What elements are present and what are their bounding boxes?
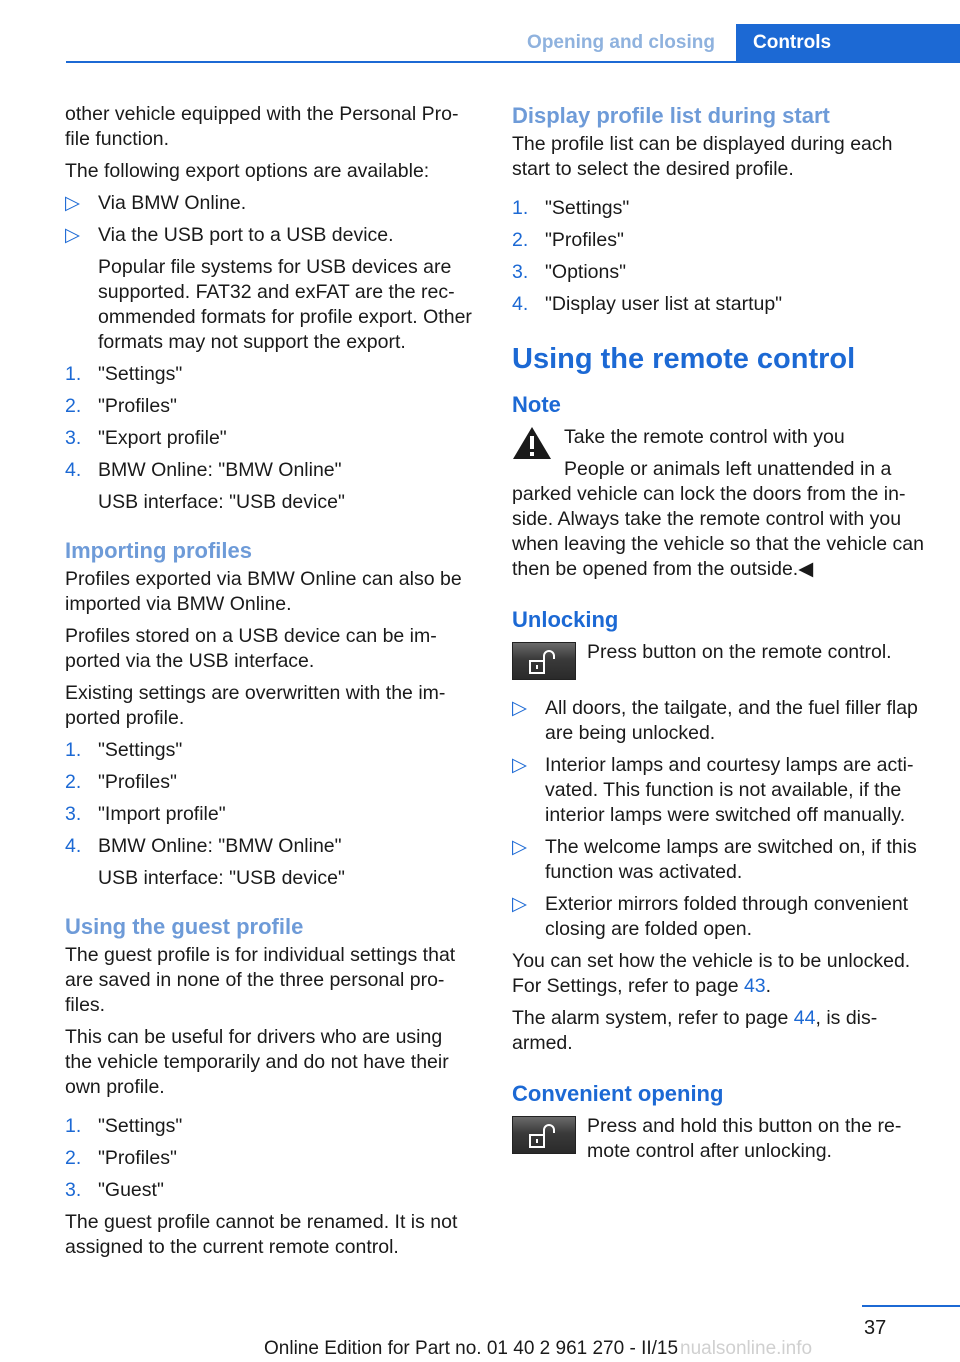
step-item (65, 834, 473, 891)
list-item-text: All doors, the tailgate, and the fuel filler flap are being unlocked. (545, 697, 918, 744)
step-text: "Profiles" (98, 1147, 177, 1169)
step-text: BMW Online: "BMW Online" (98, 459, 342, 481)
unlocking-heading: Unlocking (512, 607, 619, 632)
step-item (512, 228, 930, 253)
convenient-opening-row (512, 1114, 930, 1164)
page-44-link[interactable]: 44 (793, 1007, 816, 1029)
step-text: "Profiles" (545, 229, 624, 251)
export-options-list (65, 191, 473, 355)
header-rule (66, 61, 960, 63)
step-number: 2. (512, 229, 529, 251)
convenient-opening-heading: Convenient opening (512, 1081, 724, 1106)
chapter-tab[interactable]: Controls (736, 24, 960, 62)
export-steps-list (65, 362, 473, 515)
step-item (65, 802, 473, 827)
right-column (512, 102, 930, 1176)
list-item-text: Via the USB port to a USB device. (98, 224, 394, 246)
step-text: "Import profile" (98, 803, 226, 825)
step-text: "Profiles" (98, 395, 177, 417)
step-number: 2. (65, 771, 82, 793)
warning-block (512, 425, 930, 582)
list-item (512, 696, 930, 746)
import-paragraph-2: Profiles stored on a USB device can be im‐ ported via the USB interface. (65, 625, 437, 672)
step-number: 1. (65, 1115, 82, 1137)
guest-steps-list (65, 1114, 473, 1203)
convenient-opening-instruction: Press and hold this button on the re‐ mote control after unlocking. (587, 1115, 902, 1162)
list-item (512, 892, 930, 942)
step-text: "Settings" (98, 1115, 183, 1137)
guest-profile-heading: Using the guest profile (65, 914, 304, 939)
display-steps-list (512, 196, 930, 317)
unlock-effects-list (512, 696, 930, 942)
step-text: "Settings" (545, 197, 630, 219)
unlock-settings-paragraph (512, 949, 930, 999)
warning-title: Take the remote control with you (564, 426, 845, 448)
step-number: 3. (65, 803, 82, 825)
unlock-button-icon (512, 642, 576, 680)
display-paragraph: The profile list can be displayed during each start to select the desired profile. (512, 133, 893, 180)
import-paragraph-3: Existing settings are overwritten with the im‐ ported profile. (65, 682, 446, 729)
list-item (512, 835, 930, 885)
unlock-button-icon (512, 1116, 576, 1154)
guest-paragraph-1: The guest profile is for individual settings that are saved in none of the three personal pro‐ files. (65, 944, 456, 1016)
step-subtext: USB interface: "USB device" (98, 491, 345, 513)
page-header (0, 24, 960, 62)
step-number: 3. (65, 427, 82, 449)
step-number: 2. (65, 1147, 82, 1169)
importing-profiles-heading: Importing profiles (65, 538, 252, 563)
step-text: "Options" (545, 261, 627, 283)
unlock-settings-text: You can set how the vehicle is to be unlocked. For Settings, refer to page (512, 950, 911, 997)
step-subtext: USB interface: "USB device" (98, 867, 345, 889)
step-text: "Settings" (98, 363, 183, 385)
step-number: 1. (65, 739, 82, 761)
unlock-instruction: Press button on the remote control. (587, 641, 892, 663)
left-column (65, 102, 473, 1267)
page-number: 37 (864, 1317, 887, 1339)
alarm-paragraph (512, 1006, 930, 1056)
footer-rule (862, 1305, 960, 1307)
bullet-icon: ▷ (65, 224, 80, 246)
list-item-subtext: Popular file systems for USB devices are supported. FAT32 and exFAT are the rec‐ ommended formats for profile export. Other formats may not support the export. (98, 256, 472, 353)
alarm-text: The alarm system, refer to page (512, 1007, 794, 1029)
step-number: 4. (65, 459, 82, 481)
step-text: "Guest" (98, 1179, 164, 1201)
import-steps-list (65, 738, 473, 891)
step-item (65, 770, 473, 795)
step-item (65, 1146, 473, 1171)
display-profile-list-heading: Display profile list during start (512, 103, 830, 128)
guest-paragraph-2: This can be useful for drivers who are using the vehicle temporarily and do not have their own profile. (65, 1026, 449, 1098)
alarm-text-end: , is dis‐ armed. (512, 1007, 878, 1054)
step-item (65, 426, 473, 451)
bullet-icon: ▷ (65, 192, 80, 214)
step-item (65, 738, 473, 763)
bullet-icon: ▷ (512, 697, 527, 719)
list-item (512, 753, 930, 828)
section-tab[interactable]: Opening and closing (527, 32, 715, 53)
step-item (512, 260, 930, 285)
step-number: 1. (65, 363, 82, 385)
step-number: 4. (512, 293, 529, 315)
step-item (512, 196, 930, 221)
bullet-icon: ▷ (512, 754, 527, 776)
import-paragraph-1: Profiles exported via BMW Online can also be imported via BMW Online. (65, 568, 462, 615)
guest-paragraph-3: The guest profile cannot be renamed. It is not assigned to the current remote control. (65, 1211, 458, 1258)
unlock-settings-end: . (765, 975, 772, 997)
list-item-text: Exterior mirrors folded through convenient closing are folded open. (545, 893, 909, 940)
list-item-text: The welcome lamps are switched on, if this function was activated. (545, 836, 917, 883)
intro-paragraph: other vehicle equipped with the Personal Pro‐ file function. (65, 103, 459, 150)
note-heading: Note (512, 392, 561, 417)
step-text: "Display user list at startup" (545, 293, 783, 315)
step-number: 3. (512, 261, 529, 283)
step-text: BMW Online: "BMW Online" (98, 835, 342, 857)
step-text: "Profiles" (98, 771, 177, 793)
step-text: "Settings" (98, 739, 183, 761)
list-item (65, 191, 473, 216)
bullet-icon: ▷ (512, 836, 527, 858)
list-item-text: Via BMW Online. (98, 192, 247, 214)
page-43-link[interactable]: 43 (743, 975, 766, 997)
list-item (65, 223, 473, 355)
bullet-icon: ▷ (512, 893, 527, 915)
step-number: 2. (65, 395, 82, 417)
warning-triangle-icon (512, 425, 552, 461)
warning-text: People or animals left unattended in a parked vehicle can lock the doors from the in‐ side. Always take the remote control with you when leaving the vehicle so that the vehicle can then be opened from the outside.◀ (512, 458, 924, 580)
export-intro: The following export options are available: (65, 160, 430, 182)
step-item (65, 394, 473, 419)
unlock-instruction-row (512, 640, 930, 684)
watermark: nualsonline.info (680, 1338, 813, 1359)
list-item-text: Interior lamps and courtesy lamps are acti‐ vated. This function is not available, if the interior lamps were switched off manually. (545, 754, 914, 826)
step-text: "Export profile" (98, 427, 227, 449)
step-item (65, 362, 473, 387)
edition-text: Online Edition for Part no. 01 40 2 961 270 - II/15 (264, 1338, 679, 1359)
remote-control-heading: Using the remote control (512, 343, 856, 375)
step-number: 4. (65, 835, 82, 857)
step-number: 3. (65, 1179, 82, 1201)
step-number: 1. (512, 197, 529, 219)
step-item (512, 292, 930, 317)
step-item (65, 1114, 473, 1139)
step-item (65, 1178, 473, 1203)
step-item (65, 458, 473, 515)
